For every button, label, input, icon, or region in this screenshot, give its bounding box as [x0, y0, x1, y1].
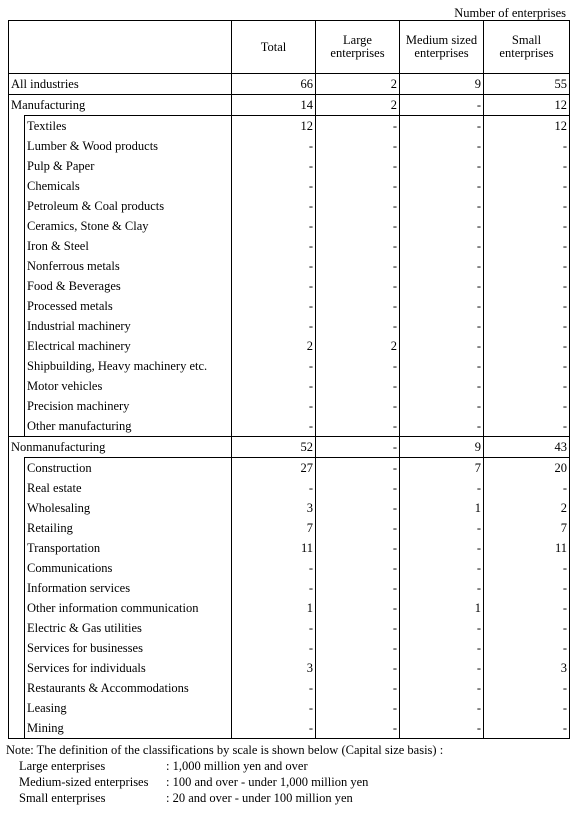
- cell-large: -: [316, 196, 400, 216]
- unit-label: Number of enterprises: [454, 6, 566, 20]
- cell-medium: -: [400, 396, 484, 416]
- note-label: Large enterprises: [19, 759, 106, 773]
- row-label: Processed metals: [25, 296, 232, 316]
- cell-total: -: [232, 558, 316, 578]
- cell-large: -: [316, 236, 400, 256]
- cell-small: 43: [484, 437, 570, 458]
- cell-small: -: [484, 416, 570, 437]
- cell-total: -: [232, 376, 316, 396]
- cell-medium: -: [400, 216, 484, 236]
- cell-total: -: [232, 698, 316, 718]
- cell-medium: -: [400, 658, 484, 678]
- cell-total: -: [232, 176, 316, 196]
- cell-small: -: [484, 678, 570, 698]
- cell-medium: 1: [400, 498, 484, 518]
- cell-small: 11: [484, 538, 570, 558]
- cell-small: 3: [484, 658, 570, 678]
- row-all-industries: [9, 74, 570, 95]
- cell-medium: 7: [400, 458, 484, 479]
- cell-small: -: [484, 356, 570, 376]
- row-label: Leasing: [25, 698, 232, 718]
- cell-large: -: [316, 176, 400, 196]
- cell-small: -: [484, 156, 570, 176]
- cell-large: -: [316, 216, 400, 236]
- cell-large: -: [316, 498, 400, 518]
- cell-small: 12: [484, 95, 570, 116]
- cell-large: -: [316, 256, 400, 276]
- cell-medium: 9: [400, 437, 484, 458]
- table-row: [9, 136, 570, 156]
- cell-medium: -: [400, 296, 484, 316]
- table-row: [9, 156, 570, 176]
- cell-large: -: [316, 416, 400, 437]
- row-indent: [9, 638, 25, 658]
- header-small: Small enterprises: [484, 21, 570, 74]
- cell-small: -: [484, 638, 570, 658]
- cell-small: -: [484, 598, 570, 618]
- table-row: [9, 658, 570, 678]
- cell-medium: -: [400, 376, 484, 396]
- cell-large: -: [316, 618, 400, 638]
- table-row: [9, 376, 570, 396]
- cell-total: 14: [232, 95, 316, 116]
- cell-small: -: [484, 376, 570, 396]
- cell-total: -: [232, 678, 316, 698]
- row-indent: [9, 618, 25, 638]
- cell-small: -: [484, 196, 570, 216]
- row-label: Retailing: [25, 518, 232, 538]
- cell-large: -: [316, 116, 400, 137]
- table-row: [9, 196, 570, 216]
- cell-total: -: [232, 156, 316, 176]
- row-label: Other information communication: [25, 598, 232, 618]
- cell-small: -: [484, 618, 570, 638]
- note-line-large: [6, 758, 443, 774]
- cell-small: -: [484, 698, 570, 718]
- cell-total: 52: [232, 437, 316, 458]
- cell-small: 7: [484, 518, 570, 538]
- cell-small: -: [484, 478, 570, 498]
- table-row: [9, 498, 570, 518]
- row-indent: [9, 396, 25, 416]
- row-label: Real estate: [25, 478, 232, 498]
- cell-total: -: [232, 718, 316, 739]
- cell-total: 3: [232, 658, 316, 678]
- row-label: Transportation: [25, 538, 232, 558]
- table-row: [9, 236, 570, 256]
- row-indent: [9, 316, 25, 336]
- row-label: Nonmanufacturing: [9, 437, 232, 458]
- table-row: [9, 356, 570, 376]
- cell-medium: -: [400, 678, 484, 698]
- cell-total: -: [232, 296, 316, 316]
- cell-large: -: [316, 136, 400, 156]
- row-label: Textiles: [25, 116, 232, 137]
- row-indent: [9, 698, 25, 718]
- note-value: : 20 and over - under 100 million yen: [166, 791, 353, 805]
- cell-small: 55: [484, 74, 570, 95]
- cell-small: -: [484, 296, 570, 316]
- cell-medium: -: [400, 518, 484, 538]
- row-label: Iron & Steel: [25, 236, 232, 256]
- cell-large: -: [316, 356, 400, 376]
- row-indent: [9, 356, 25, 376]
- row-indent: [9, 578, 25, 598]
- row-label: Industrial machinery: [25, 316, 232, 336]
- cell-total: -: [232, 236, 316, 256]
- table-row: [9, 678, 570, 698]
- cell-large: -: [316, 538, 400, 558]
- row-manufacturing: [9, 95, 570, 116]
- note-value: : 100 and over - under 1,000 million yen: [166, 775, 369, 789]
- row-label: Chemicals: [25, 176, 232, 196]
- cell-total: 27: [232, 458, 316, 479]
- table-row: [9, 276, 570, 296]
- cell-large: -: [316, 478, 400, 498]
- row-label: Information services: [25, 578, 232, 598]
- note-value: : 1,000 million yen and over: [166, 759, 308, 773]
- cell-small: -: [484, 236, 570, 256]
- cell-large: 2: [316, 95, 400, 116]
- row-label: Precision machinery: [25, 396, 232, 416]
- note-line-small: [6, 790, 443, 806]
- cell-large: -: [316, 156, 400, 176]
- row-indent: [9, 458, 25, 479]
- cell-total: 1: [232, 598, 316, 618]
- cell-small: -: [484, 558, 570, 578]
- row-label: Ceramics, Stone & Clay: [25, 216, 232, 236]
- cell-small: 12: [484, 116, 570, 137]
- cell-large: -: [316, 638, 400, 658]
- cell-medium: -: [400, 416, 484, 437]
- row-label: Petroleum & Coal products: [25, 196, 232, 216]
- row-indent: [9, 116, 25, 137]
- cell-total: -: [232, 396, 316, 416]
- cell-small: -: [484, 396, 570, 416]
- table-row: [9, 638, 570, 658]
- header-blank: [9, 21, 232, 74]
- note-intro: Note: The definition of the classifications by scale is shown below (Capital size basis) :: [6, 743, 444, 757]
- cell-total: -: [232, 276, 316, 296]
- cell-total: 2: [232, 336, 316, 356]
- table-row: [9, 256, 570, 276]
- cell-total: -: [232, 578, 316, 598]
- table-row: [9, 478, 570, 498]
- row-indent: [9, 376, 25, 396]
- row-indent: [9, 336, 25, 356]
- cell-large: -: [316, 598, 400, 618]
- table-row: [9, 396, 570, 416]
- row-label: Lumber & Wood products: [25, 136, 232, 156]
- cell-large: -: [316, 678, 400, 698]
- table-row: [9, 458, 570, 479]
- row-indent: [9, 538, 25, 558]
- row-label: Electrical machinery: [25, 336, 232, 356]
- row-indent: [9, 276, 25, 296]
- cell-large: -: [316, 376, 400, 396]
- cell-large: -: [316, 558, 400, 578]
- row-label: Manufacturing: [9, 95, 232, 116]
- row-indent: [9, 176, 25, 196]
- row-indent: [9, 296, 25, 316]
- cell-total: -: [232, 478, 316, 498]
- cell-total: 3: [232, 498, 316, 518]
- cell-medium: -: [400, 718, 484, 739]
- cell-small: -: [484, 578, 570, 598]
- cell-medium: -: [400, 698, 484, 718]
- cell-small: -: [484, 256, 570, 276]
- row-label: Services for businesses: [25, 638, 232, 658]
- row-label: Electric & Gas utilities: [25, 618, 232, 638]
- header-row: [9, 21, 570, 74]
- table-row: [9, 538, 570, 558]
- cell-medium: -: [400, 136, 484, 156]
- row-indent: [9, 658, 25, 678]
- table-row: [9, 316, 570, 336]
- cell-medium: 1: [400, 598, 484, 618]
- cell-large: -: [316, 396, 400, 416]
- row-indent: [9, 558, 25, 578]
- table-row: [9, 116, 570, 137]
- row-indent: [9, 196, 25, 216]
- cell-large: -: [316, 658, 400, 678]
- row-indent: [9, 156, 25, 176]
- row-indent: [9, 136, 25, 156]
- cell-medium: -: [400, 276, 484, 296]
- cell-medium: 9: [400, 74, 484, 95]
- cell-medium: -: [400, 558, 484, 578]
- cell-large: -: [316, 316, 400, 336]
- header-total: Total: [232, 21, 316, 74]
- cell-medium: -: [400, 638, 484, 658]
- cell-total: -: [232, 416, 316, 437]
- row-label: Communications: [25, 558, 232, 578]
- table-row: [9, 216, 570, 236]
- row-label: Shipbuilding, Heavy machinery etc.: [25, 356, 232, 376]
- row-label: All industries: [9, 74, 232, 95]
- cell-total: -: [232, 196, 316, 216]
- cell-small: -: [484, 216, 570, 236]
- cell-medium: -: [400, 578, 484, 598]
- cell-large: -: [316, 578, 400, 598]
- cell-total: -: [232, 216, 316, 236]
- cell-small: -: [484, 136, 570, 156]
- cell-total: -: [232, 136, 316, 156]
- row-indent: [9, 216, 25, 236]
- table-row: [9, 416, 570, 437]
- row-label: Wholesaling: [25, 498, 232, 518]
- cell-small: 2: [484, 498, 570, 518]
- row-label: Construction: [25, 458, 232, 479]
- table-row: [9, 698, 570, 718]
- cell-total: -: [232, 638, 316, 658]
- cell-total: -: [232, 316, 316, 336]
- note-label: Small enterprises: [19, 791, 106, 805]
- table-row: [9, 336, 570, 356]
- note-line-medium: [6, 774, 443, 790]
- cell-small: -: [484, 336, 570, 356]
- row-indent: [9, 416, 25, 437]
- cell-small: -: [484, 718, 570, 739]
- table-row: [9, 518, 570, 538]
- table-row: [9, 296, 570, 316]
- table-row: [9, 176, 570, 196]
- row-nonmanufacturing: [9, 437, 570, 458]
- cell-medium: -: [400, 156, 484, 176]
- cell-medium: -: [400, 116, 484, 137]
- table-row: [9, 558, 570, 578]
- cell-total: -: [232, 256, 316, 276]
- cell-small: -: [484, 316, 570, 336]
- cell-large: -: [316, 296, 400, 316]
- cell-medium: -: [400, 316, 484, 336]
- cell-small: 20: [484, 458, 570, 479]
- row-indent: [9, 478, 25, 498]
- cell-total: 7: [232, 518, 316, 538]
- table-row: [9, 598, 570, 618]
- row-label: Other manufacturing: [25, 416, 232, 437]
- cell-medium: -: [400, 95, 484, 116]
- cell-medium: -: [400, 356, 484, 376]
- table-row: [9, 578, 570, 598]
- cell-small: -: [484, 276, 570, 296]
- cell-medium: -: [400, 538, 484, 558]
- cell-total: 66: [232, 74, 316, 95]
- cell-large: -: [316, 718, 400, 739]
- cell-medium: -: [400, 256, 484, 276]
- row-indent: [9, 236, 25, 256]
- cell-large: -: [316, 458, 400, 479]
- cell-large: -: [316, 518, 400, 538]
- row-indent: [9, 718, 25, 739]
- row-indent: [9, 678, 25, 698]
- cell-total: -: [232, 618, 316, 638]
- cell-small: -: [484, 176, 570, 196]
- cell-large: -: [316, 276, 400, 296]
- cell-large: 2: [316, 74, 400, 95]
- row-indent: [9, 598, 25, 618]
- cell-large: -: [316, 698, 400, 718]
- row-label: Food & Beverages: [25, 276, 232, 296]
- row-label: Motor vehicles: [25, 376, 232, 396]
- table-row: [9, 718, 570, 739]
- row-indent: [9, 498, 25, 518]
- cell-medium: -: [400, 478, 484, 498]
- row-label: Nonferrous metals: [25, 256, 232, 276]
- row-label: Pulp & Paper: [25, 156, 232, 176]
- row-indent: [9, 256, 25, 276]
- cell-total: -: [232, 356, 316, 376]
- cell-medium: -: [400, 196, 484, 216]
- cell-medium: -: [400, 618, 484, 638]
- row-label: Services for individuals: [25, 658, 232, 678]
- note-label: Medium-sized enterprises: [19, 775, 149, 789]
- cell-large: -: [316, 437, 400, 458]
- row-indent: [9, 518, 25, 538]
- row-label: Mining: [25, 718, 232, 739]
- header-large: Large enterprises: [316, 21, 400, 74]
- enterprises-table: [8, 20, 570, 739]
- header-medium: Medium sized enterprises: [400, 21, 484, 74]
- cell-total: 12: [232, 116, 316, 137]
- cell-total: 11: [232, 538, 316, 558]
- cell-medium: -: [400, 236, 484, 256]
- cell-large: 2: [316, 336, 400, 356]
- table-row: [9, 618, 570, 638]
- cell-medium: -: [400, 336, 484, 356]
- row-label: Restaurants & Accommodations: [25, 678, 232, 698]
- footnote: [6, 742, 443, 806]
- cell-medium: -: [400, 176, 484, 196]
